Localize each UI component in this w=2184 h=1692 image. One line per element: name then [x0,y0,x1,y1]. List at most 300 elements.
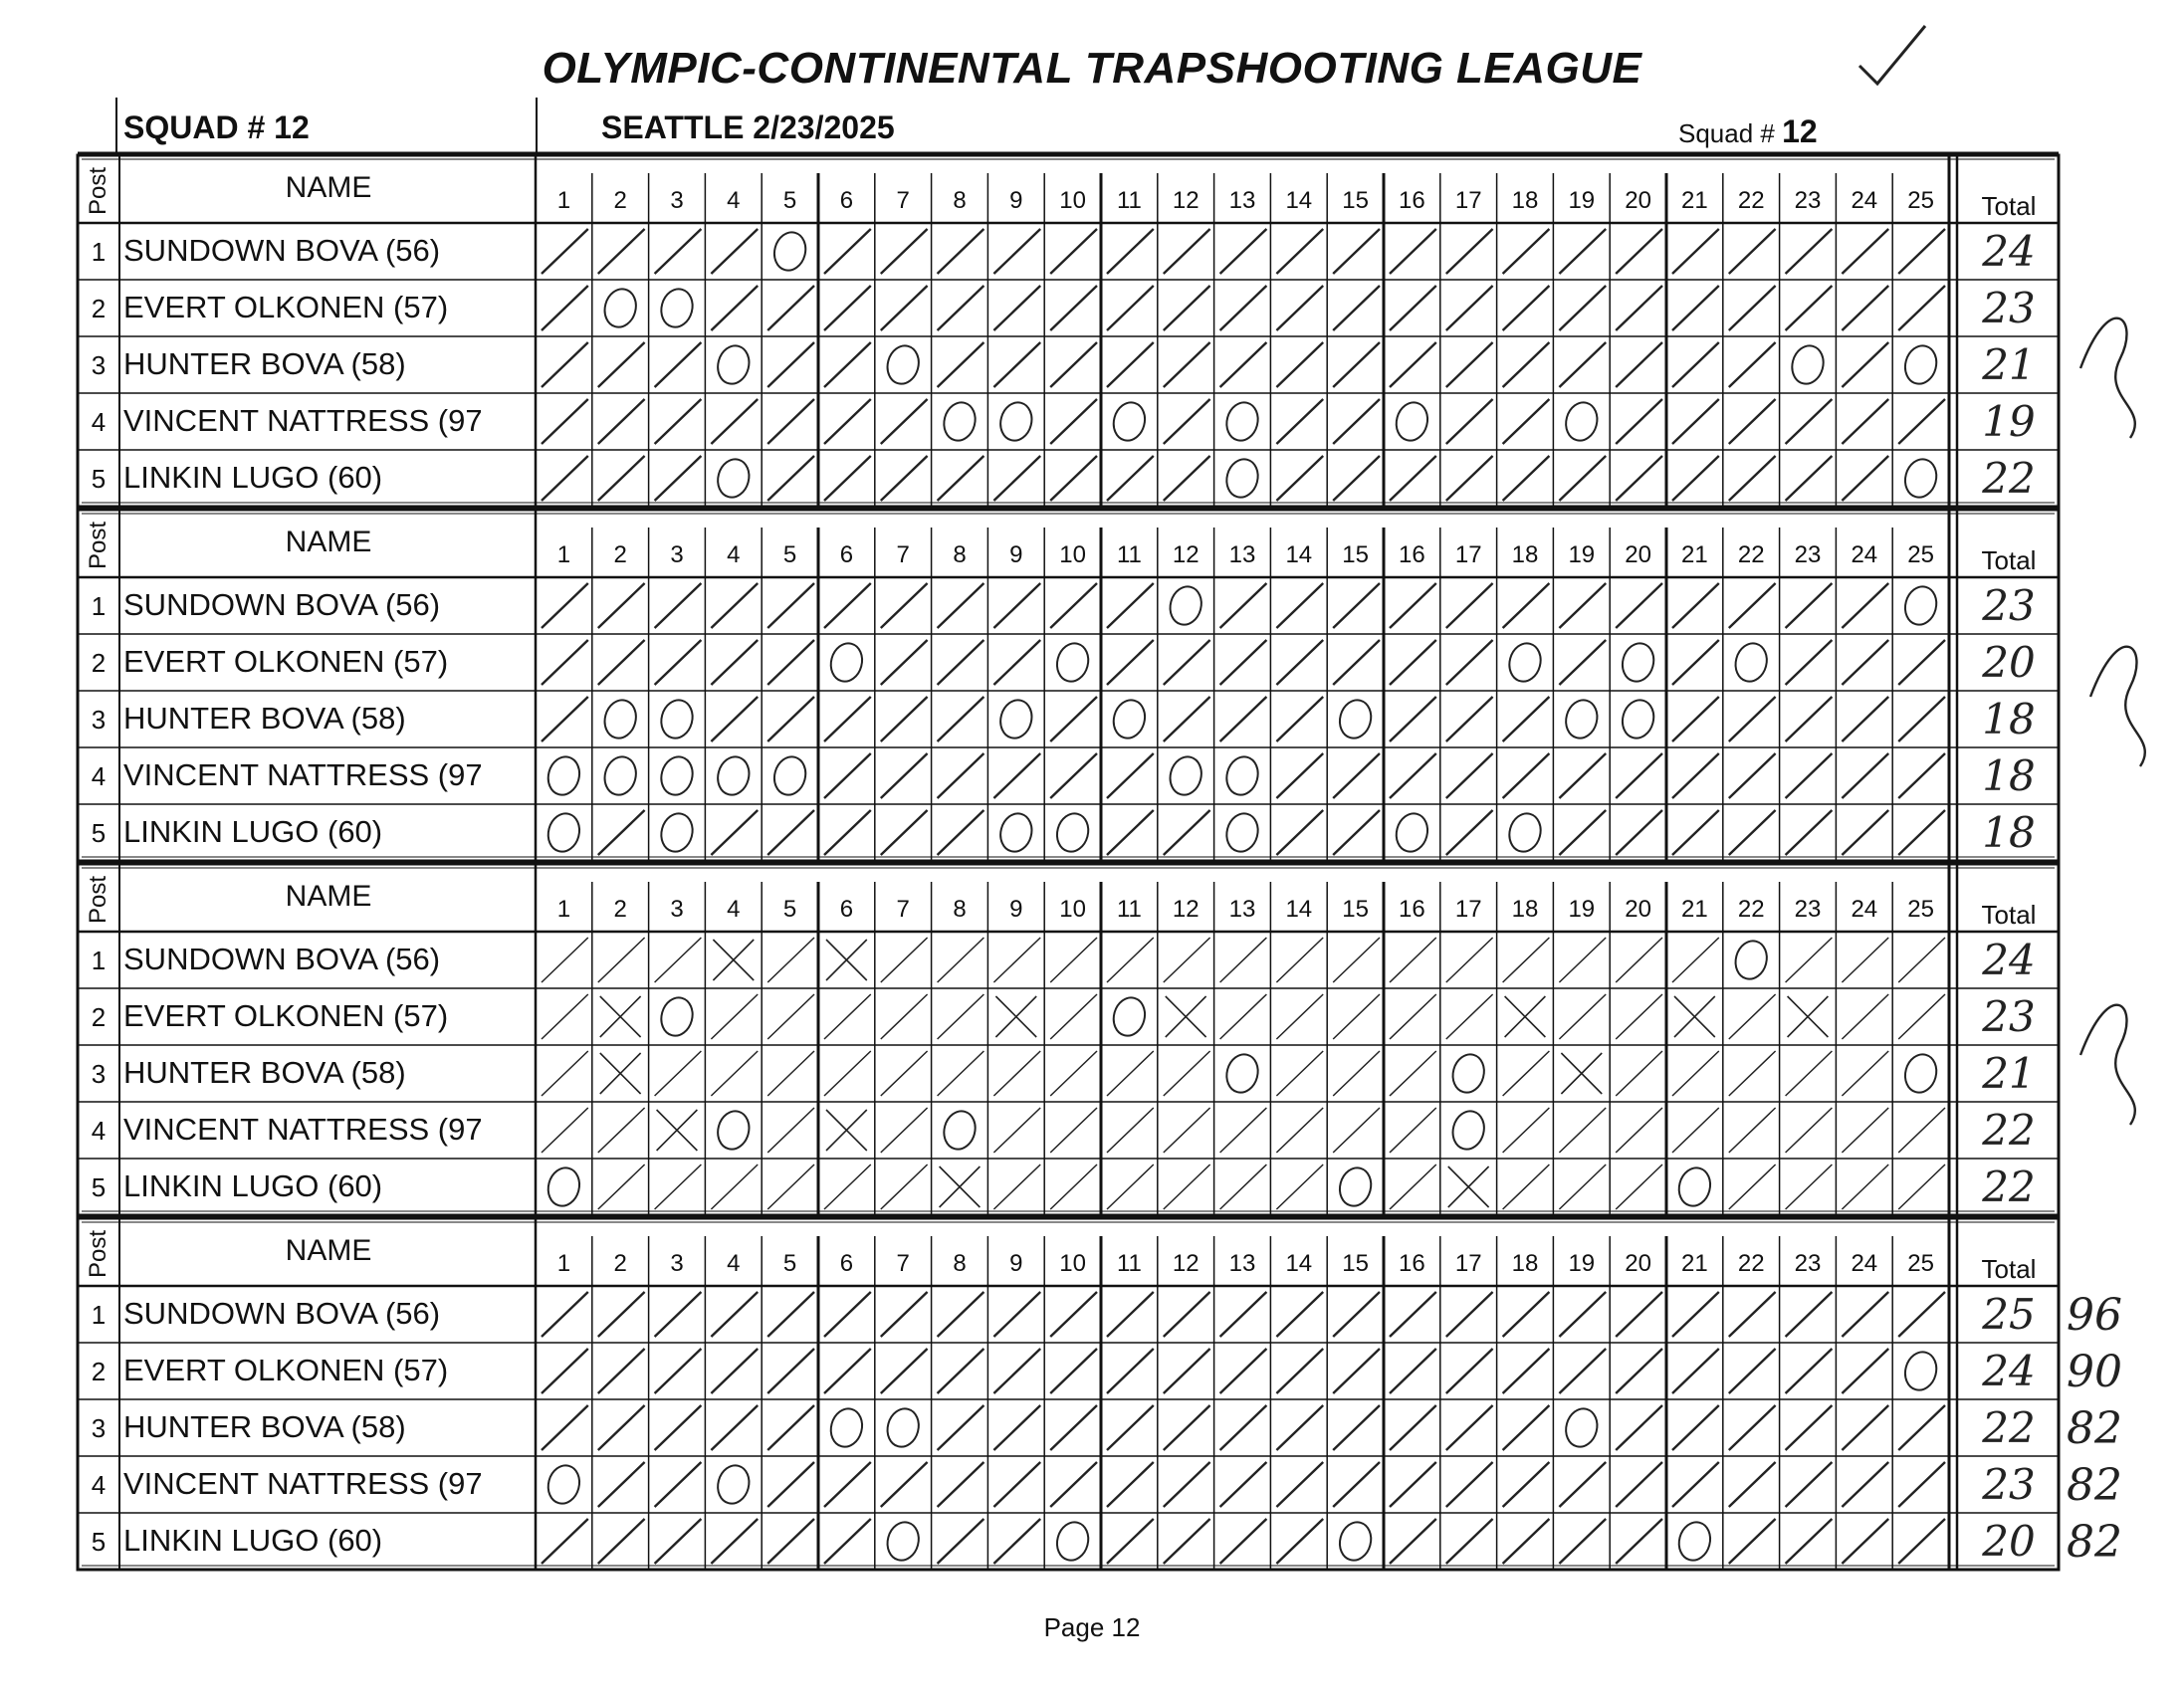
row-post-number: 5 [91,1172,107,1202]
hit-mark [1559,938,1606,982]
column-number: 17 [1454,896,1482,923]
hit-mark [1559,456,1606,501]
hit-mark [1616,1051,1662,1096]
hit-mark [1107,286,1154,330]
hit-mark [1446,1349,1493,1393]
hit-mark [1672,1462,1719,1507]
column-number: 25 [1907,896,1934,923]
hit-mark [1898,1108,1945,1153]
hit-mark [1390,1519,1436,1564]
miss-mark [1901,1051,1941,1096]
row-total: 24 [1982,227,2036,276]
hit-mark [1276,938,1323,982]
hit-mark [993,938,1040,982]
miss-mark [1901,1349,1941,1393]
shooter-name: SUNDOWN BOVA (56) [123,1296,441,1331]
hit-mark [1786,1462,1833,1507]
shooter-name: EVERT OLKONEN (57) [123,290,449,324]
hit-mark [824,342,871,387]
hit-mark [1220,342,1267,387]
column-number: 20 [1625,1250,1651,1277]
column-number: 8 [953,541,967,568]
miss-mark [545,1462,584,1507]
hit-mark [881,994,928,1039]
hit-mark [1898,1519,1945,1564]
hit-mark [1276,1405,1323,1450]
hit-mark [1503,1519,1550,1564]
miss-mark [1448,1108,1488,1153]
hit-mark [1050,697,1097,741]
hit-mark [993,456,1040,501]
hit-mark [1164,1405,1210,1450]
hit-mark [1050,456,1097,501]
hit-mark [542,697,588,741]
hit-mark [1276,753,1323,798]
hit-mark [938,1405,984,1450]
hit-mark [1276,229,1323,274]
hit-mark [655,399,702,444]
hit-mark [1786,399,1833,444]
hit-mark [598,938,645,982]
hit-mark [1842,229,1888,274]
hit-mark [993,229,1040,274]
cross-mark [1674,996,1715,1037]
hit-mark [767,640,814,685]
hit-mark [824,994,871,1039]
hit-mark [1616,938,1662,982]
hit-mark [993,1405,1040,1450]
hit-mark [1050,1292,1097,1337]
miss-mark [600,753,640,798]
row-post-number: 5 [91,818,107,848]
hit-mark [711,1292,758,1337]
column-number: 13 [1228,1250,1256,1277]
hit-mark [1050,342,1097,387]
hit-mark [542,456,588,501]
column-number: 5 [782,1250,797,1277]
hit-mark [1559,753,1606,798]
hit-mark [1729,1405,1776,1450]
hit-mark [1390,1164,1436,1209]
hit-mark [711,286,758,330]
miss-mark [1336,1164,1376,1209]
hit-mark [824,1349,871,1393]
miss-mark [1336,697,1376,741]
hit-mark [1220,583,1267,628]
miss-mark [657,810,697,855]
hit-mark [1786,1164,1833,1209]
hit-mark [824,286,871,330]
miss-mark [714,1462,754,1507]
miss-mark [1505,640,1545,685]
column-number: 18 [1511,1250,1539,1277]
column-number: 16 [1399,187,1425,214]
hit-mark [938,640,984,685]
miss-mark [545,810,584,855]
hit-mark [1842,1164,1888,1209]
hit-mark [1276,1164,1323,1209]
hit-mark [1333,1292,1380,1337]
hit-mark [1390,583,1436,628]
column-number: 25 [1907,541,1934,568]
row-post-number: 1 [91,1300,107,1330]
column-number: 7 [896,187,910,214]
miss-mark [1505,810,1545,855]
hit-mark [1164,640,1210,685]
column-number: 18 [1511,541,1539,568]
hit-mark [1559,286,1606,330]
shooter-name: SUNDOWN BOVA (56) [123,942,441,976]
hit-mark [542,994,588,1039]
hit-mark [542,229,588,274]
hit-mark [1842,1462,1888,1507]
cross-mark [600,996,641,1037]
hit-mark [1276,994,1323,1039]
hit-mark [598,456,645,501]
miss-mark [883,1405,923,1450]
column-number: 17 [1454,1250,1482,1277]
hit-mark [824,1462,871,1507]
hit-mark [1786,938,1833,982]
hit-mark [598,583,645,628]
column-number: 12 [1172,541,1200,568]
hit-mark [655,1519,702,1564]
shooter-name: SUNDOWN BOVA (56) [123,587,441,622]
hit-mark [767,1462,814,1507]
hit-mark [655,1462,702,1507]
column-number: 24 [1851,1250,1878,1277]
hit-mark [1446,753,1493,798]
hit-mark [938,583,984,628]
hit-mark [1898,1405,1945,1450]
row-total: 22 [1982,454,2036,503]
hit-mark [1390,1292,1436,1337]
miss-mark [1222,753,1262,798]
column-number: 15 [1342,1250,1369,1277]
hit-mark [598,1349,645,1393]
miss-mark [657,994,697,1039]
hit-mark [1107,229,1154,274]
column-number: 16 [1399,541,1425,568]
hit-mark [1503,286,1550,330]
column-number: 22 [1737,541,1765,568]
hit-mark [1446,1405,1493,1450]
hit-mark [1333,994,1380,1039]
hit-mark [1220,1292,1267,1337]
hit-mark [711,1405,758,1450]
hit-mark [1503,1051,1550,1096]
row-total: 20 [1982,638,2036,687]
miss-mark [714,456,754,501]
column-number: 24 [1851,896,1878,923]
hit-mark [938,342,984,387]
hit-mark [1672,697,1719,741]
hit-mark [824,583,871,628]
hit-mark [655,1349,702,1393]
miss-mark [1222,1051,1262,1096]
hit-mark [1276,810,1323,855]
hit-mark [1842,994,1888,1039]
miss-mark [600,697,640,741]
cross-mark [826,1110,867,1151]
column-number: 1 [556,896,571,923]
row-total: 21 [1982,1049,2036,1098]
hit-mark [1672,1051,1719,1096]
hit-mark [1164,1108,1210,1153]
row-total: 19 [1982,397,2036,446]
miss-mark [714,1108,754,1153]
hit-mark [1729,753,1776,798]
hit-mark [1390,994,1436,1039]
hit-mark [1786,1108,1833,1153]
hit-mark [1333,810,1380,855]
column-number: 6 [839,1250,854,1277]
column-number: 8 [953,1250,967,1277]
hit-mark [824,456,871,501]
hit-mark [711,583,758,628]
hit-mark [598,810,645,855]
hit-mark [1446,456,1493,501]
hit-mark [1559,1349,1606,1393]
hit-mark [1390,1405,1436,1450]
hit-mark [1503,456,1550,501]
hit-mark [655,456,702,501]
miss-mark [545,753,584,798]
hit-mark [711,1051,758,1096]
column-number: 24 [1851,187,1878,214]
column-number: 13 [1228,541,1256,568]
hit-mark [938,456,984,501]
hit-mark [598,1462,645,1507]
row-total: 18 [1982,695,2036,743]
hit-mark [1333,583,1380,628]
hit-mark [824,229,871,274]
hit-mark [881,1349,928,1393]
miss-mark [770,229,810,274]
hit-mark [1276,1292,1323,1337]
hit-mark [881,697,928,741]
hit-mark [1729,1108,1776,1153]
hit-mark [1333,1051,1380,1096]
hit-mark [1786,286,1833,330]
hit-mark [824,1519,871,1564]
column-number: 15 [1342,896,1369,923]
hit-mark [881,583,928,628]
hit-mark [1333,286,1380,330]
hit-mark [598,1292,645,1337]
hit-mark [1050,399,1097,444]
hit-mark [1107,938,1154,982]
hit-mark [1616,1349,1662,1393]
hit-mark [542,1051,588,1096]
row-post-number: 2 [91,648,107,678]
squad-label-prefix: Squad # [1678,118,1775,148]
hit-mark [1446,994,1493,1039]
hit-mark [1503,1349,1550,1393]
cross-mark [1505,996,1546,1037]
hit-mark [1672,583,1719,628]
hit-mark [711,994,758,1039]
column-number: 9 [1009,1250,1023,1277]
hit-mark [1050,1108,1097,1153]
cross-mark [1166,996,1206,1037]
hit-mark [1220,1349,1267,1393]
hit-mark [1446,938,1493,982]
hit-mark [1898,399,1945,444]
column-number: 7 [896,1250,910,1277]
miss-mark [1393,810,1432,855]
hit-mark [881,399,928,444]
squad-label-left: SQUAD # 12 [123,109,310,145]
column-number: 19 [1568,896,1596,923]
hit-mark [1786,1051,1833,1096]
hit-mark [1898,1292,1945,1337]
row-post-number: 4 [91,407,107,437]
hit-mark [1333,456,1380,501]
shooter-name: LINKIN LUGO (60) [123,1168,383,1203]
hit-mark [655,342,702,387]
hit-mark [1050,286,1097,330]
hit-mark [1107,342,1154,387]
name-header: NAME [285,1234,372,1267]
row-post-number: 3 [91,705,107,735]
column-number: 5 [782,896,797,923]
hit-mark [1446,1462,1493,1507]
miss-mark [714,342,754,387]
miss-mark [1562,697,1602,741]
row-post-number: 5 [91,464,107,494]
hit-mark [1107,583,1154,628]
hit-mark [1842,583,1888,628]
running-total: 82 [2067,1460,2122,1511]
hit-mark [881,1164,928,1209]
hit-mark [1559,994,1606,1039]
hit-mark [1616,399,1662,444]
hit-mark [1446,1519,1493,1564]
miss-mark [1393,399,1432,444]
hit-mark [1503,1292,1550,1337]
hit-mark [1276,1349,1323,1393]
hit-mark [1842,640,1888,685]
hit-mark [1333,640,1380,685]
column-number: 19 [1568,541,1596,568]
column-number: 14 [1285,1250,1313,1277]
hit-mark [655,640,702,685]
running-total: 96 [2067,1290,2122,1341]
hit-mark [1898,994,1945,1039]
hit-mark [1276,399,1323,444]
hit-mark [1616,583,1662,628]
hit-mark [1672,938,1719,982]
column-number: 1 [556,187,571,214]
hit-mark [1164,1164,1210,1209]
hit-mark [767,938,814,982]
row-post-number: 3 [91,1059,107,1089]
column-number: 12 [1172,1250,1200,1277]
hit-mark [1842,697,1888,741]
column-number: 5 [782,541,797,568]
hit-mark [1050,1349,1097,1393]
hit-mark [1390,1051,1436,1096]
shooter-name: HUNTER BOVA (58) [123,1055,406,1090]
hit-mark [1503,1462,1550,1507]
hit-mark [993,1462,1040,1507]
column-number: 11 [1116,541,1142,568]
row-total: 22 [1982,1106,2036,1155]
hit-mark [767,1292,814,1337]
hit-mark [1842,399,1888,444]
hit-mark [1616,1405,1662,1450]
miss-mark [996,697,1036,741]
row-total: 18 [1982,751,2036,800]
hit-mark [1616,229,1662,274]
hit-mark [1786,753,1833,798]
hit-mark [1672,342,1719,387]
hit-mark [1333,229,1380,274]
hit-mark [1164,1462,1210,1507]
miss-mark [1675,1519,1715,1564]
row-post-number: 4 [91,1470,107,1500]
hit-mark [767,1405,814,1450]
hit-mark [824,753,871,798]
hit-mark [993,640,1040,685]
column-number: 7 [896,541,910,568]
hit-mark [1786,1349,1833,1393]
row-total: 20 [1982,1517,2036,1566]
page-number: Page 12 [1043,1612,1141,1642]
hit-mark [938,1349,984,1393]
miss-mark [545,1164,584,1209]
hit-mark [824,1051,871,1096]
hit-mark [1559,342,1606,387]
hit-mark [938,753,984,798]
miss-mark [1901,342,1941,387]
shooter-name: VINCENT NATTRESS (97 [123,757,483,792]
row-total: 22 [1982,1163,2036,1211]
running-total: 90 [2067,1347,2122,1397]
column-number: 15 [1342,541,1369,568]
column-number: 14 [1285,187,1313,214]
column-number: 6 [839,187,854,214]
column-number: 13 [1228,896,1256,923]
hit-mark [1842,938,1888,982]
hit-mark [1898,697,1945,741]
hit-mark [1616,456,1662,501]
miss-mark [1222,456,1262,501]
column-number: 20 [1625,541,1651,568]
hit-mark [881,456,928,501]
hit-mark [1220,640,1267,685]
hit-mark [824,810,871,855]
miss-mark [1053,1519,1093,1564]
hit-mark [1050,583,1097,628]
hit-mark [1446,286,1493,330]
hit-mark [993,342,1040,387]
hit-mark [1898,229,1945,274]
hit-mark [1786,229,1833,274]
row-post-number: 1 [91,237,107,267]
miss-mark [883,342,923,387]
miss-mark [657,753,697,798]
hit-mark [1842,456,1888,501]
column-number: 23 [1794,541,1822,568]
hit-mark [1729,810,1776,855]
cross-mark [826,940,867,980]
column-number: 7 [896,896,910,923]
miss-mark [1222,810,1262,855]
hit-mark [1729,1164,1776,1209]
hit-mark [1164,1292,1210,1337]
